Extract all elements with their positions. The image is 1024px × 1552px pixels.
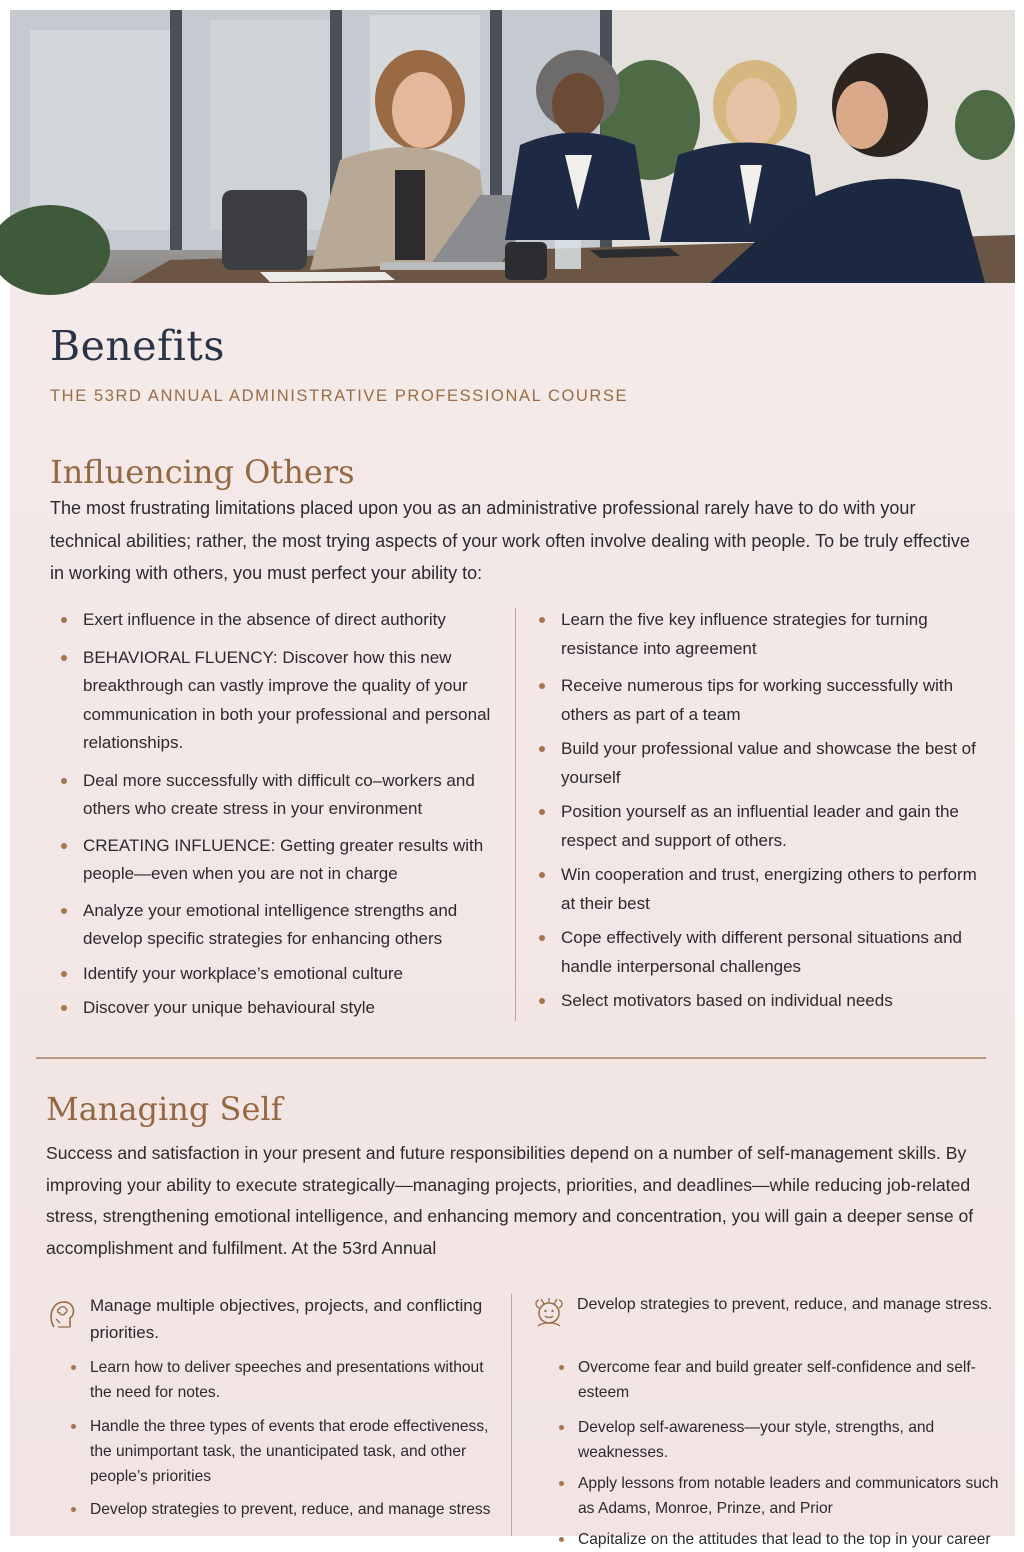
list-item: BEHAVIORAL FLUENCY: Discover how this new breakthrough can vastly improve the quality of your communication in both your professional and personal relationships. <box>50 644 508 758</box>
list-item: Discover your unique behavioural style <box>50 994 508 1023</box>
managing-left-feature: Manage multiple objectives, projects, and conflicting priorities. <box>90 1296 483 1342</box>
list-item: Deal more successfully with difficult co–workers and others who create stress in your environment <box>50 767 508 824</box>
thinking-head-icon <box>46 1297 80 1333</box>
page-title: Benefits <box>50 322 225 370</box>
list-item: CREATING INFLUENCE: Getting greater results with people—even when you are not in charge <box>50 832 508 889</box>
list-item: Exert influence in the absence of direct authority <box>50 606 508 635</box>
brochure-page <box>10 10 1015 1548</box>
column-divider <box>515 608 516 1021</box>
list-item: Learn how to deliver speeches and presentations without the need for notes. <box>55 1355 495 1405</box>
managing-right-feature: Develop strategies to prevent, reduce, and manage stress. <box>577 1296 993 1313</box>
managing-intro: Success and satisfaction in your present and future responsibilities depend on a number of self-management skills. By improving your ability to execute strategically—managing projects, priorities, and deadlines—while reducing job-related stress, strengthening emotional intelligence, and enhancing memory and concentration, you will gain a deeper sense of accomplishment and fulfilment. At the 53rd Annual <box>46 1143 974 1258</box>
list-item: Develop strategies to prevent, reduce, and manage stress <box>55 1497 495 1522</box>
list-item: Learn the five key influence strategies for turning resistance into agreement <box>528 606 990 663</box>
section-heading-managing: Managing Self <box>46 1090 283 1128</box>
list-item: Handle the three types of events that erode effectiveness, the unimportant task, the unanticipated task, and other people’s priorities <box>55 1414 495 1489</box>
list-item: Position yourself as an influential leader and gain the respect and support of others. <box>528 798 990 855</box>
managing-right-list <box>543 1355 1013 1552</box>
column-divider <box>511 1294 512 1536</box>
list-item: Capitalize on the attitudes that lead to the top in your career <box>543 1527 1013 1552</box>
influencing-right-list <box>528 606 990 1016</box>
influencing-intro: The most frustrating limitations placed upon you as an administrative professional rarely have to do with your technical abilities; rather, the most trying aspects of your work often involve dealing with people. To be truly effective in working with others, you must perfect your ability to: <box>50 498 970 583</box>
stress-relief-icon <box>532 1296 566 1332</box>
list-item: Analyze your emotional intelligence strengths and develop specific strategies for enhancing others <box>50 897 508 954</box>
course-subtitle: THE 53RD ANNUAL ADMINISTRATIVE PROFESSIONAL COURSE <box>50 387 629 405</box>
list-item: Build your professional value and showcase the best of yourself <box>528 735 990 792</box>
list-item: Develop self-awareness—your style, strengths, and weaknesses. <box>543 1415 1013 1465</box>
section-heading-influencing: Influencing Others <box>50 453 355 491</box>
section-divider <box>36 1057 986 1059</box>
list-item: Select motivators based on individual needs <box>528 987 990 1016</box>
list-item: Overcome fear and build greater self-confidence and self-esteem <box>543 1355 1013 1405</box>
list-item: Win cooperation and trust, energizing others to perform at their best <box>528 861 990 918</box>
influencing-left-list <box>50 606 508 1023</box>
list-item: Identify your workplace’s emotional culture <box>50 960 508 989</box>
list-item: Receive numerous tips for working successfully with others as part of a team <box>528 672 990 729</box>
list-item: Cope effectively with different personal situations and handle interpersonal challenges <box>528 924 990 981</box>
managing-left-list <box>55 1355 495 1522</box>
list-item: Apply lessons from notable leaders and communicators such as Adams, Monroe, Prinze, and Prior <box>543 1471 1013 1521</box>
meeting-illustration <box>10 10 1015 283</box>
hero-photo <box>10 10 1015 283</box>
